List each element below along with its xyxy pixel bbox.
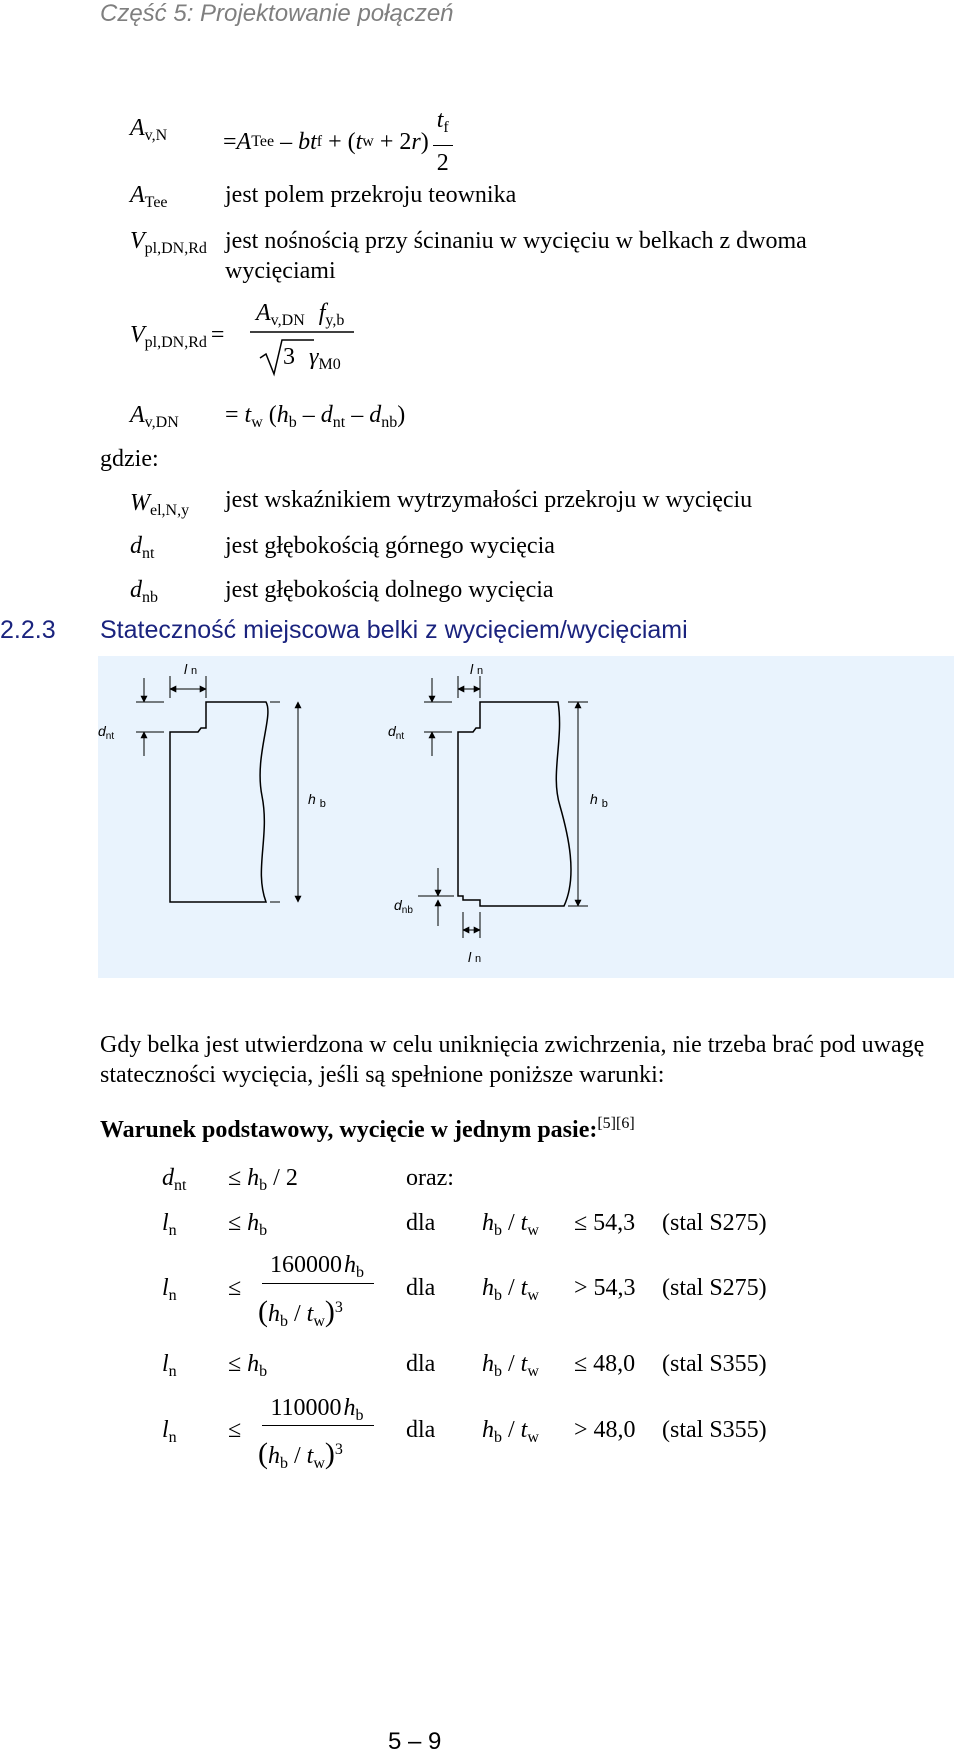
- cond3-op: ≤: [228, 1275, 242, 1301]
- avn-formula: = A Tee – bt f + ( t w + 2 r ) $\frac{t_f}{2}$: [223, 105, 453, 178]
- section-title: Stateczność miejscowa belki z wycięciem/wycięciami: [100, 616, 688, 644]
- cond4-steel: (stal S355): [662, 1351, 767, 1377]
- cond5-denominator: $(h_b / t_w)^3$: [258, 1437, 343, 1472]
- fig-hb-label-left: h $_b$: [308, 791, 326, 810]
- cond2-limit: ≤ 54,3: [574, 1210, 636, 1236]
- cond3-dla: dla: [406, 1275, 436, 1301]
- cond3-steel: (stal S275): [662, 1275, 767, 1301]
- cond3-lhs: $l_n$: [162, 1275, 177, 1304]
- vpl-description-line1: jest nośnością przy ścinaniu w wycięciu w belkach z dwoma: [225, 228, 807, 254]
- dnt-symbol: $d_{nt}$: [130, 533, 155, 562]
- cond2-rhs: ≤ $h_b$: [228, 1210, 268, 1239]
- cond5-ratio: $h_b / t_w$: [482, 1417, 539, 1446]
- dnb-description: jest głębokością dolnego wycięcia: [225, 577, 554, 603]
- cond2-dla: dla: [406, 1210, 436, 1236]
- cond5-op: ≤: [228, 1417, 242, 1443]
- fig-hb-label-right: h $_b$: [590, 791, 608, 810]
- gdzie-label: gdzie:: [100, 446, 159, 472]
- cond4-ratio: $h_b / t_w$: [482, 1351, 539, 1380]
- cond2-steel: (stal S275): [662, 1210, 767, 1236]
- wel-description: jest wskaźnikiem wytrzymałości przekroju w wycięciu: [225, 487, 753, 513]
- cond3-limit: > 54,3: [574, 1275, 636, 1301]
- vpl-formula-numerator: $A_{v,DN}$ $f_{y,b}$: [256, 300, 345, 329]
- cond3-fraction-bar: [262, 1283, 374, 1284]
- dnt-description: jest głębokością górnego wycięcia: [225, 533, 555, 559]
- notch-figure: [98, 656, 954, 978]
- avdn-symbol: $A_{v,DN}$: [130, 402, 179, 431]
- fig-dnt-label-left: $d_{nt}$: [98, 723, 115, 742]
- atee-description: jest polem przekroju teownika: [225, 182, 517, 208]
- vpl-formula-denominator: 3 $\gamma_{M0}$: [283, 344, 341, 373]
- cond3-denominator: $(h_b / t_w)^3$: [258, 1295, 343, 1330]
- cond2-lhs: $l_n$: [162, 1210, 177, 1239]
- cond5-fraction-bar: [262, 1425, 374, 1426]
- cond3-numerator: $160000h_b$: [270, 1252, 364, 1281]
- cond5-limit: > 48,0: [574, 1417, 636, 1443]
- vpl-symbol: $V_{pl,DN,Rd}$: [130, 228, 207, 257]
- vpl-formula-lhs: $V_{pl,DN,Rd}$ =: [130, 322, 225, 351]
- cond5-steel: (stal S355): [662, 1417, 767, 1443]
- condition-heading: Warunek podstawowy, wycięcie w jednym pasie:[5][6]: [100, 1115, 635, 1143]
- cond5-lhs: $l_n$: [162, 1417, 177, 1446]
- avn-fraction: $\frac{t_f}{2}$: [433, 105, 453, 178]
- page-header: Część 5: Projektowanie połączeń: [100, 0, 454, 27]
- section-number: 2.2.3: [0, 616, 56, 644]
- atee-symbol: $A_{Tee}$: [130, 182, 168, 211]
- fig-ln-label-right-bottom: l n: [468, 949, 482, 965]
- cond4-limit: ≤ 48,0: [574, 1351, 636, 1377]
- page-number: 5 – 9: [388, 1728, 442, 1755]
- fig-ln-label-left: l n: [184, 661, 198, 677]
- avn-symbol: $A_{v,N}$: [130, 115, 168, 144]
- fig-ln-label-right-top: l n: [470, 661, 484, 677]
- cond4-dla: dla: [406, 1351, 436, 1377]
- right-beam-outline: [458, 702, 571, 906]
- cond1-lhs: $d_{nt}$: [162, 1165, 187, 1194]
- vpl-description-line2: wycięciami: [225, 258, 336, 284]
- cond4-lhs: $l_n$: [162, 1351, 177, 1380]
- intro-paragraph: Gdy belka jest utwierdzona w celu uniknięcia zwichrzenia, nie trzeba brać pod uwagę stateczności wycięcia, jeśli są spełnione poniższe warunki:: [100, 1032, 925, 1088]
- cond1-oraz: oraz:: [406, 1165, 454, 1191]
- dnb-symbol: $d_{nb}$: [130, 577, 158, 606]
- cond2-ratio: $h_b / t_w$: [482, 1210, 539, 1239]
- left-beam-outline: [170, 702, 268, 902]
- fig-dnb-label-right: $d_{nb}$: [394, 897, 413, 916]
- cond4-rhs: ≤ $h_b$: [228, 1351, 268, 1380]
- avdn-formula: = $t_w$ $(h_b - d_{nt} - d_{nb})$: [225, 402, 406, 431]
- fig-dnt-label-right: $d_{nt}$: [388, 723, 405, 742]
- cond5-numerator: $110000h_b$: [270, 1395, 364, 1424]
- wel-symbol: $W_{el,N,y}$: [130, 490, 190, 519]
- cond1-rhs: ≤ $h_b / 2$: [228, 1165, 298, 1194]
- cond5-dla: dla: [406, 1417, 436, 1443]
- cond3-ratio: $h_b / t_w$: [482, 1275, 539, 1304]
